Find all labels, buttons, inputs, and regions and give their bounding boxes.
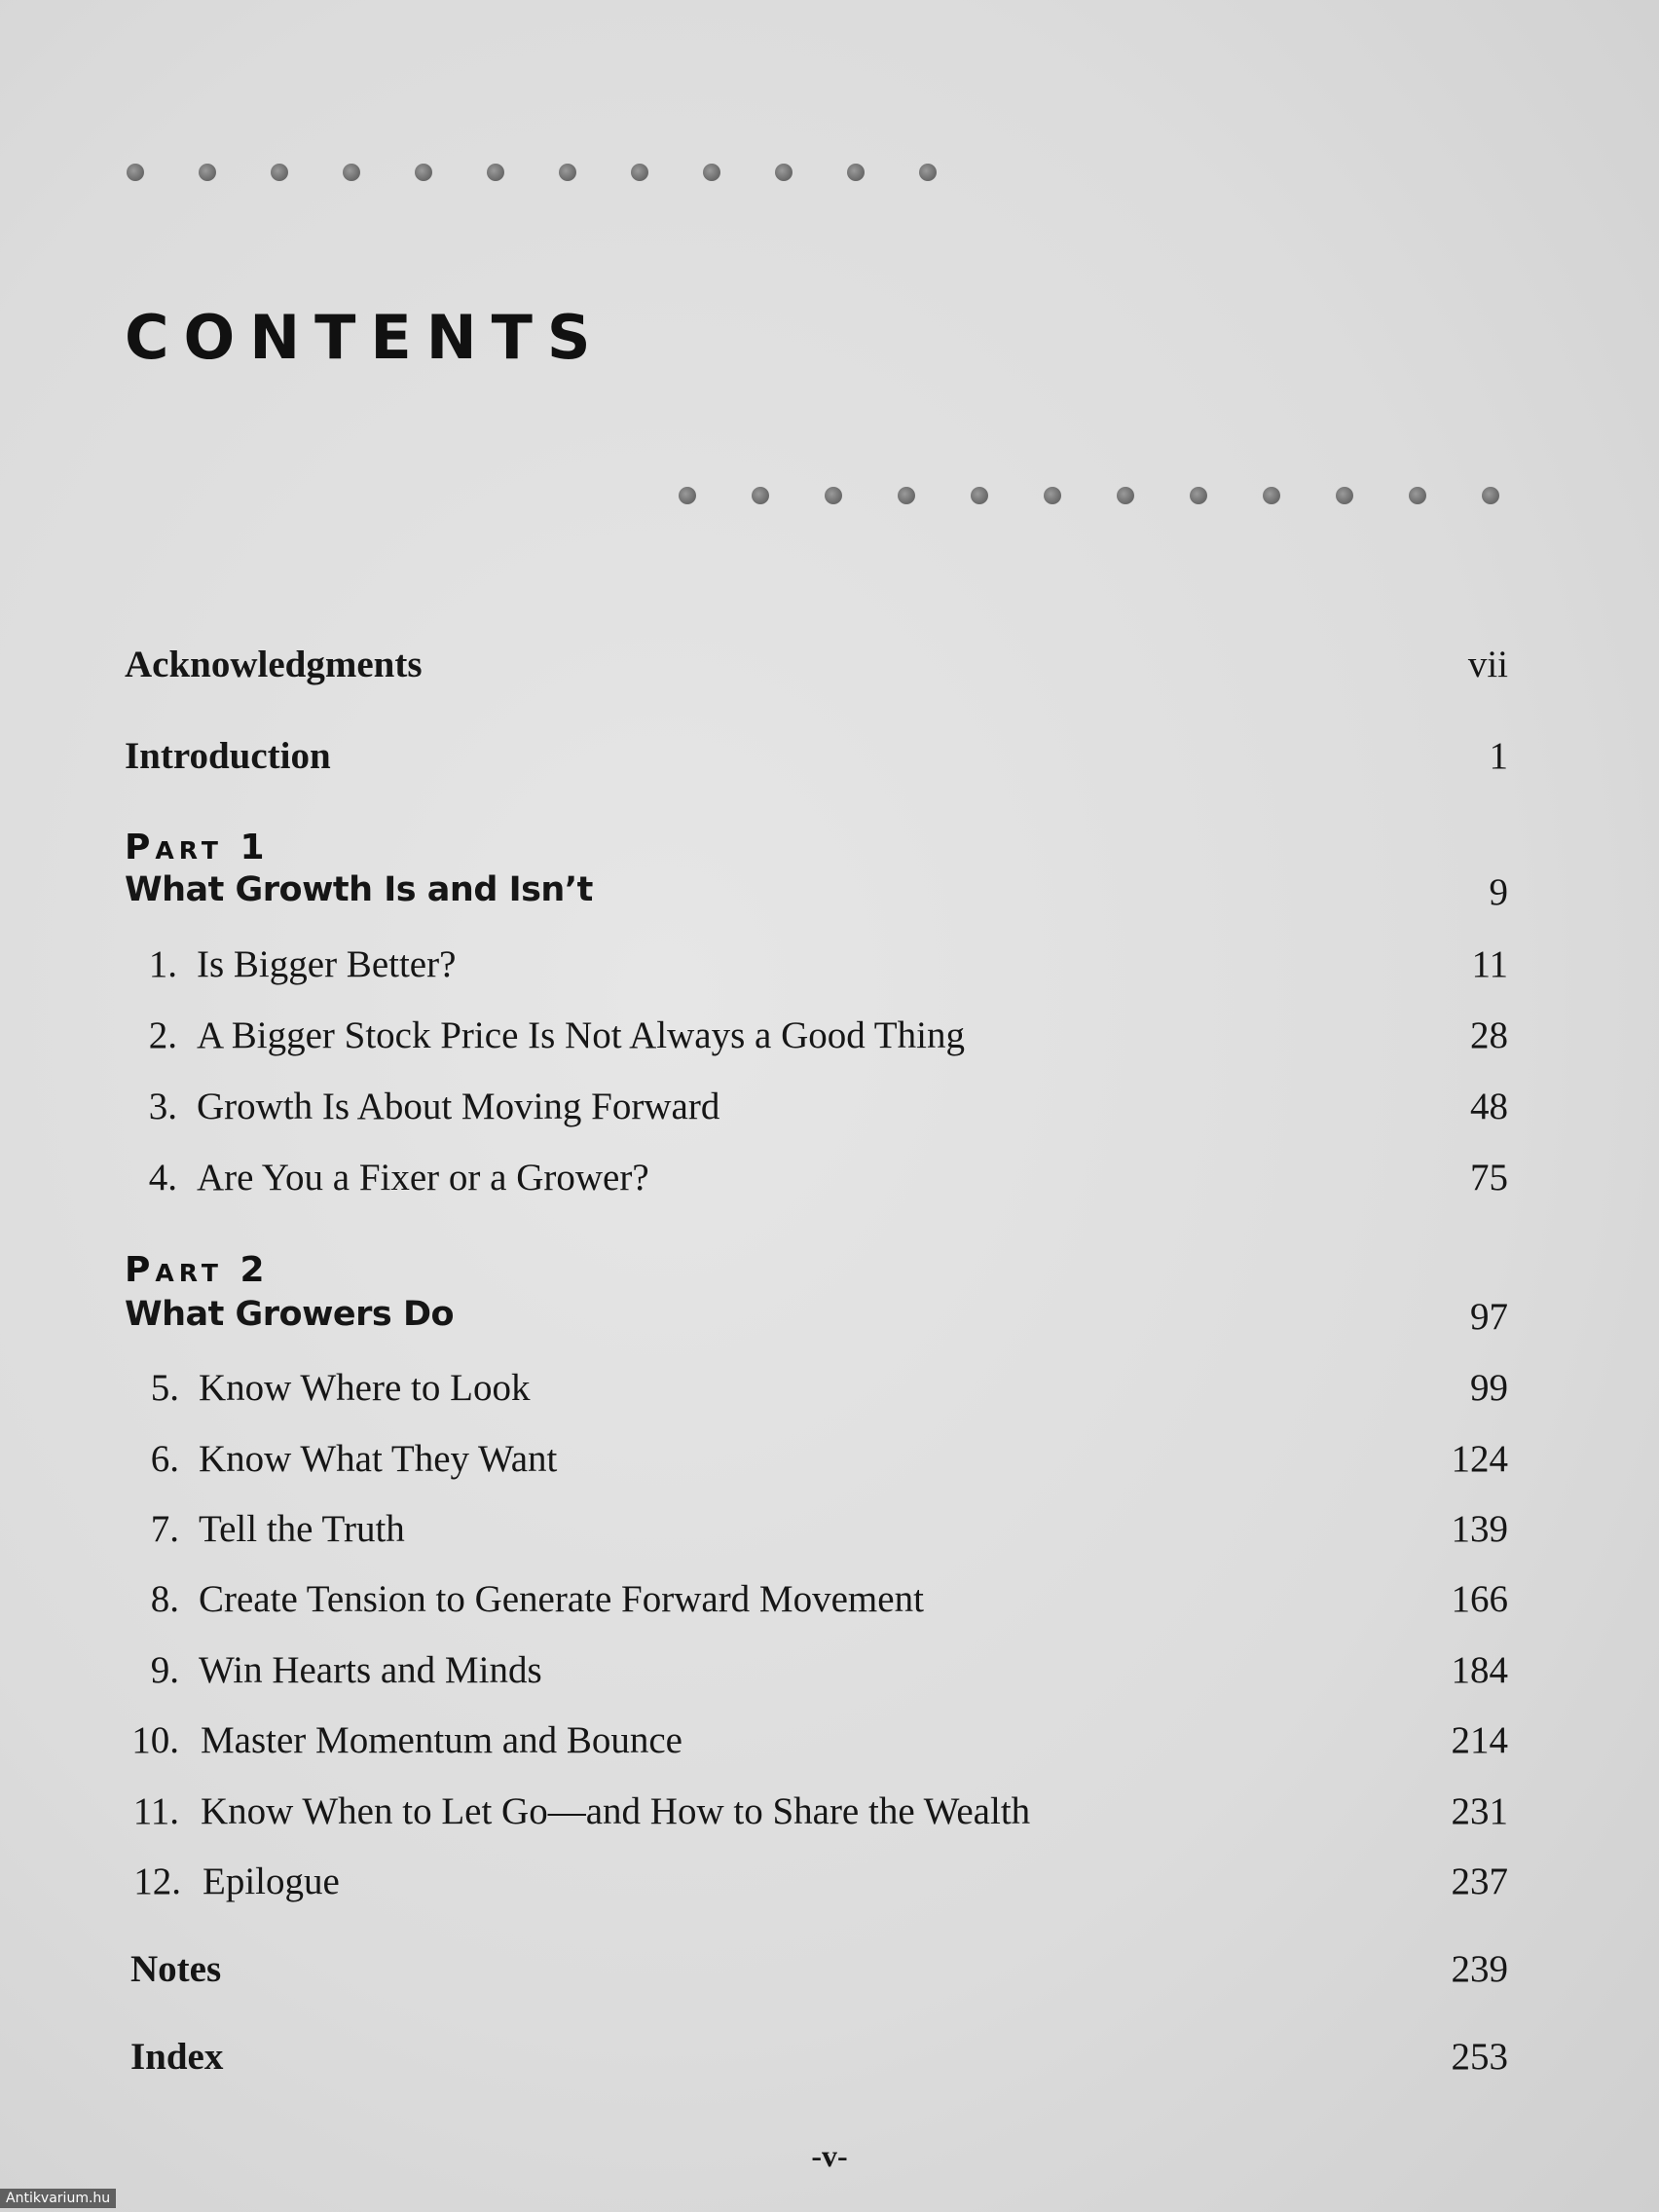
- chapter-number: 6.: [150, 1438, 179, 1480]
- chapter-number: 3.: [148, 1086, 177, 1127]
- entry-page: 214: [1451, 1719, 1508, 1761]
- chapter-number: 1.: [148, 943, 177, 985]
- toc-chapter-3: [0, 1085, 1659, 1135]
- ornament-dot: [631, 164, 648, 181]
- toc-chapter-7: [0, 1507, 1659, 1558]
- entry-page: 11: [1471, 943, 1508, 985]
- watermark: Antikvarium.hu: [0, 2189, 116, 2208]
- ornament-dot: [752, 487, 769, 504]
- toc-chapter-11: [0, 1789, 1659, 1840]
- toc-entry-index: [0, 2035, 1659, 2085]
- toc-chapter-10: [0, 1718, 1659, 1769]
- ornament-dot: [343, 164, 360, 181]
- chapter-number: 9.: [150, 1649, 179, 1691]
- toc-chapter-12: [0, 1860, 1659, 1910]
- ornament-dot: [1117, 487, 1134, 504]
- entry-page: 139: [1451, 1508, 1508, 1550]
- toc-entry-notes: [0, 1947, 1659, 1998]
- ornament-dot: [559, 164, 576, 181]
- entry-page: 237: [1451, 1861, 1508, 1902]
- entry-title: Introduction: [125, 735, 331, 777]
- ornament-dot: [1482, 487, 1499, 504]
- entry-page: 231: [1451, 1790, 1508, 1832]
- chapter-number: 5.: [150, 1367, 179, 1409]
- ornament-dot: [679, 487, 696, 504]
- chapter-number: 2.: [148, 1014, 177, 1056]
- part-2-title-row: [0, 1295, 1659, 1346]
- page-number: -v-: [811, 2138, 848, 2173]
- part-title: What Growers Do: [125, 1295, 455, 1334]
- entry-page: 75: [1470, 1157, 1508, 1198]
- chapter-number: 8.: [150, 1578, 179, 1620]
- entry-page: 99: [1470, 1367, 1508, 1409]
- chapter-title: Master Momentum and Bounce: [201, 1719, 682, 1761]
- ornament-dot: [898, 487, 915, 504]
- part-2-label: Part 2: [125, 1250, 270, 1290]
- chapter-title: Is Bigger Better?: [197, 943, 457, 985]
- chapter-title: Are You a Fixer or a Grower?: [197, 1157, 649, 1198]
- toc-chapter-4: [0, 1156, 1659, 1206]
- part-1-label: Part 1: [125, 828, 270, 867]
- part-title: What Growth Is and Isn’t: [125, 870, 593, 909]
- ornament-dot: [1263, 487, 1280, 504]
- part-1-title-row: [0, 870, 1659, 921]
- ornament-dot: [825, 487, 842, 504]
- entry-title: Notes: [130, 1948, 222, 1990]
- chapter-number: 12.: [133, 1861, 181, 1902]
- chapter-number: 11.: [132, 1790, 179, 1832]
- entry-page: 48: [1470, 1086, 1508, 1127]
- ornament-dot: [703, 164, 720, 181]
- entry-page: 97: [1470, 1296, 1508, 1338]
- toc-entry-acknowledgments: [0, 643, 1659, 693]
- chapter-title: Win Hearts and Minds: [199, 1649, 542, 1691]
- entry-page: 166: [1451, 1578, 1508, 1620]
- entry-page: 28: [1470, 1014, 1508, 1056]
- toc-chapter-6: [0, 1437, 1659, 1488]
- entry-page: 124: [1451, 1438, 1508, 1480]
- chapter-title: Epilogue: [203, 1861, 340, 1902]
- ornament-dot: [775, 164, 793, 181]
- ornament-dot: [199, 164, 216, 181]
- page-title: CONTENTS: [125, 302, 606, 373]
- ornament-dot: [1044, 487, 1061, 504]
- ornament-dot: [919, 164, 937, 181]
- top-dot-row: [127, 164, 954, 183]
- ornament-dot: [127, 164, 144, 181]
- ornament-dot: [1409, 487, 1426, 504]
- ornament-dot: [415, 164, 432, 181]
- bottom-dot-row: [679, 487, 1506, 506]
- chapter-title: Know Where to Look: [199, 1367, 531, 1409]
- ornament-dot: [271, 164, 288, 181]
- ornament-dot: [1336, 487, 1353, 504]
- entry-page: 239: [1451, 1948, 1508, 1990]
- chapter-title: Know When to Let Go—and How to Share the Wealth: [201, 1790, 1031, 1832]
- toc-entry-introduction: [0, 734, 1659, 785]
- entry-page: 9: [1489, 871, 1508, 913]
- chapter-number: 7.: [150, 1508, 179, 1550]
- chapter-number: 4.: [148, 1157, 177, 1198]
- ornament-dot: [847, 164, 865, 181]
- chapter-title: Create Tension to Generate Forward Movement: [199, 1578, 924, 1620]
- entry-page: vii: [1467, 644, 1508, 685]
- toc-chapter-9: [0, 1648, 1659, 1699]
- chapter-title: A Bigger Stock Price Is Not Always a Good Thing: [197, 1014, 965, 1056]
- chapter-title: Growth Is About Moving Forward: [197, 1086, 720, 1127]
- toc-chapter-2: [0, 1014, 1659, 1064]
- entry-title: Acknowledgments: [125, 644, 423, 685]
- chapter-title: Tell the Truth: [199, 1508, 405, 1550]
- chapter-title: Know What They Want: [199, 1438, 558, 1480]
- ornament-dot: [971, 487, 988, 504]
- ornament-dot: [1190, 487, 1207, 504]
- entry-title: Index: [130, 2036, 224, 2078]
- entry-page: 1: [1489, 735, 1508, 777]
- entry-page: 253: [1451, 2036, 1508, 2078]
- entry-page: 184: [1451, 1649, 1508, 1691]
- toc-chapter-5: [0, 1366, 1659, 1417]
- toc-chapter-8: [0, 1577, 1659, 1628]
- chapter-number: 10.: [131, 1719, 179, 1761]
- ornament-dot: [487, 164, 504, 181]
- toc-chapter-1: [0, 942, 1659, 993]
